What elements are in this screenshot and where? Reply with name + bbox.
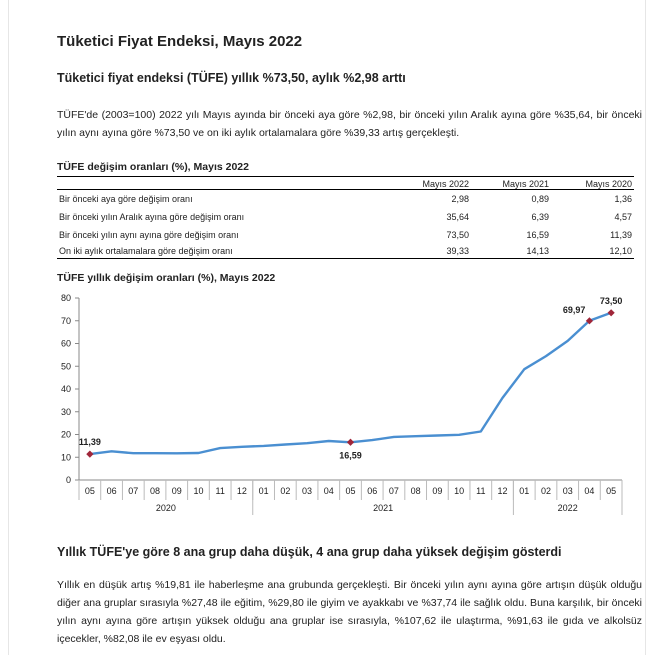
table-cell: 2,98 xyxy=(451,194,469,204)
headline: Tüketici fiyat endeksi (TÜFE) yıllık %73,50, aylık %2,98 arttı xyxy=(57,71,406,85)
y-tick-label: 40 xyxy=(60,384,71,394)
chart-title: TÜFE yıllık değişim oranları (%), Mayıs 2022 xyxy=(57,272,276,284)
table-cell: 39,33 xyxy=(446,246,469,256)
table-header xyxy=(57,177,634,190)
year-label: 2020 xyxy=(155,503,176,513)
x-tick-label: 05 xyxy=(84,486,95,496)
intro-paragraph: TÜFE'de (2003=100) 2022 yılı Mayıs ayında bir önceki aya göre %2,98, bir önceki yılın Aralık ayına göre %35,64, bir önceki yılın aynı ayına göre %73,50 ve on iki aylık ortalamalara göre %39,33 artış gerçekleşti. xyxy=(57,109,642,139)
x-tick-label: 08 xyxy=(410,486,421,496)
table-cell: 16,59 xyxy=(526,230,549,240)
table-row xyxy=(57,226,634,244)
x-tick-label: 11 xyxy=(476,486,486,496)
x-tick-label: 05 xyxy=(606,486,617,496)
table-cell: 12,10 xyxy=(609,246,632,256)
year-label: 2021 xyxy=(373,503,394,513)
series-line xyxy=(90,313,611,454)
cpi-annual-line-chart xyxy=(42,285,642,515)
data-label: 69,97 xyxy=(562,304,586,315)
y-tick-label: 20 xyxy=(60,429,71,440)
year-label: 2022 xyxy=(557,503,578,513)
x-tick-label: 10 xyxy=(454,486,465,496)
table-cell: 73,50 xyxy=(446,230,469,240)
x-tick-label: 04 xyxy=(323,486,334,496)
x-tick-label: 01 xyxy=(519,486,530,496)
x-tick-label: 07 xyxy=(388,486,399,496)
x-tick-label: 09 xyxy=(171,486,182,496)
x-tick-label: 12 xyxy=(497,486,508,496)
data-label: 11,39 xyxy=(78,437,101,448)
x-tick-label: 02 xyxy=(280,486,291,496)
x-tick-label: 12 xyxy=(236,486,247,496)
row-label: Bir önceki aya göre değişim oranı xyxy=(59,194,193,204)
data-point-marker xyxy=(86,450,93,457)
table-cell: 4,57 xyxy=(614,212,632,222)
table-cell: 1,36 xyxy=(614,194,632,204)
table-row xyxy=(57,208,634,226)
x-tick-label: 07 xyxy=(128,486,139,496)
column-header: Mayıs 2020 xyxy=(585,179,632,189)
y-tick-label: 50 xyxy=(60,361,71,372)
column-header: Mayıs 2022 xyxy=(422,179,469,189)
y-tick-label: 60 xyxy=(60,338,71,349)
y-tick-label: 30 xyxy=(60,406,71,417)
x-tick-label: 04 xyxy=(584,486,595,496)
data-label: 16,59 xyxy=(339,450,362,461)
x-tick-label: 03 xyxy=(302,486,313,496)
row-label: On iki aylık ortalamalara göre değişim oranı xyxy=(59,246,233,256)
x-tick-label: 02 xyxy=(540,486,551,496)
table-row xyxy=(57,244,634,259)
x-tick-label: 10 xyxy=(193,486,204,496)
row-label: Bir önceki yılın aynı ayına göre değişim oranı xyxy=(59,230,239,240)
x-tick-label: 01 xyxy=(258,486,269,496)
data-point-marker xyxy=(347,439,354,446)
x-tick-label: 03 xyxy=(562,486,573,496)
y-tick-label: 70 xyxy=(60,315,71,326)
x-tick-label: 05 xyxy=(345,486,356,496)
table-cell: 6,39 xyxy=(531,212,549,222)
x-tick-label: 11 xyxy=(215,486,225,496)
x-tick-label: 09 xyxy=(432,486,443,496)
table-cell: 11,39 xyxy=(610,230,632,240)
section-paragraph: Yıllık en düşük artış %19,81 ile haberleşme ana grubunda gerçekleşti. Bir önceki yılın aynı ayına göre artışın düşük olduğu diğer ana gruplar sırasıyla %27,48 ile eğitim, %29,80 ile giyim ve ayakkabı ve %37,74 ile sağlık oldu. Buna karşılık, bir önceki yılın aynı ayına göre artışın yüksek olduğu ana gruplar ise sırasıyla, %107,62 ile ulaştırma, %91,63 ile gıda ve alkolsüz içecekler, %82,08 ile ev eşyası oldu. xyxy=(57,579,642,645)
table-row xyxy=(57,190,634,208)
y-tick-label: 80 xyxy=(60,293,71,303)
row-label: Bir önceki yılın Aralık ayına göre değişim oranı xyxy=(59,212,245,222)
column-header: Mayıs 2021 xyxy=(502,179,549,189)
section-heading: Yıllık TÜFE'ye göre 8 ana grup daha düşük, 4 ana grup daha yüksek değişim gösterdi xyxy=(57,545,562,559)
x-tick-label: 06 xyxy=(367,486,378,496)
x-tick-label: 08 xyxy=(150,486,161,496)
x-tick-label: 06 xyxy=(106,486,117,496)
data-label: 73,50 xyxy=(599,295,623,306)
table-cell: 14,13 xyxy=(526,246,549,256)
y-tick-label: 10 xyxy=(60,452,71,463)
cpi-change-table xyxy=(57,161,634,259)
page-title: Tüketici Fiyat Endeksi, Mayıs 2022 xyxy=(57,33,303,50)
table-cell: 0,89 xyxy=(531,194,549,204)
y-tick-label: 0 xyxy=(65,475,71,485)
data-point-marker xyxy=(608,309,615,316)
table-title: TÜFE değişim oranları (%), Mayıs 2022 xyxy=(57,161,634,177)
table-cell: 35,64 xyxy=(446,212,469,222)
